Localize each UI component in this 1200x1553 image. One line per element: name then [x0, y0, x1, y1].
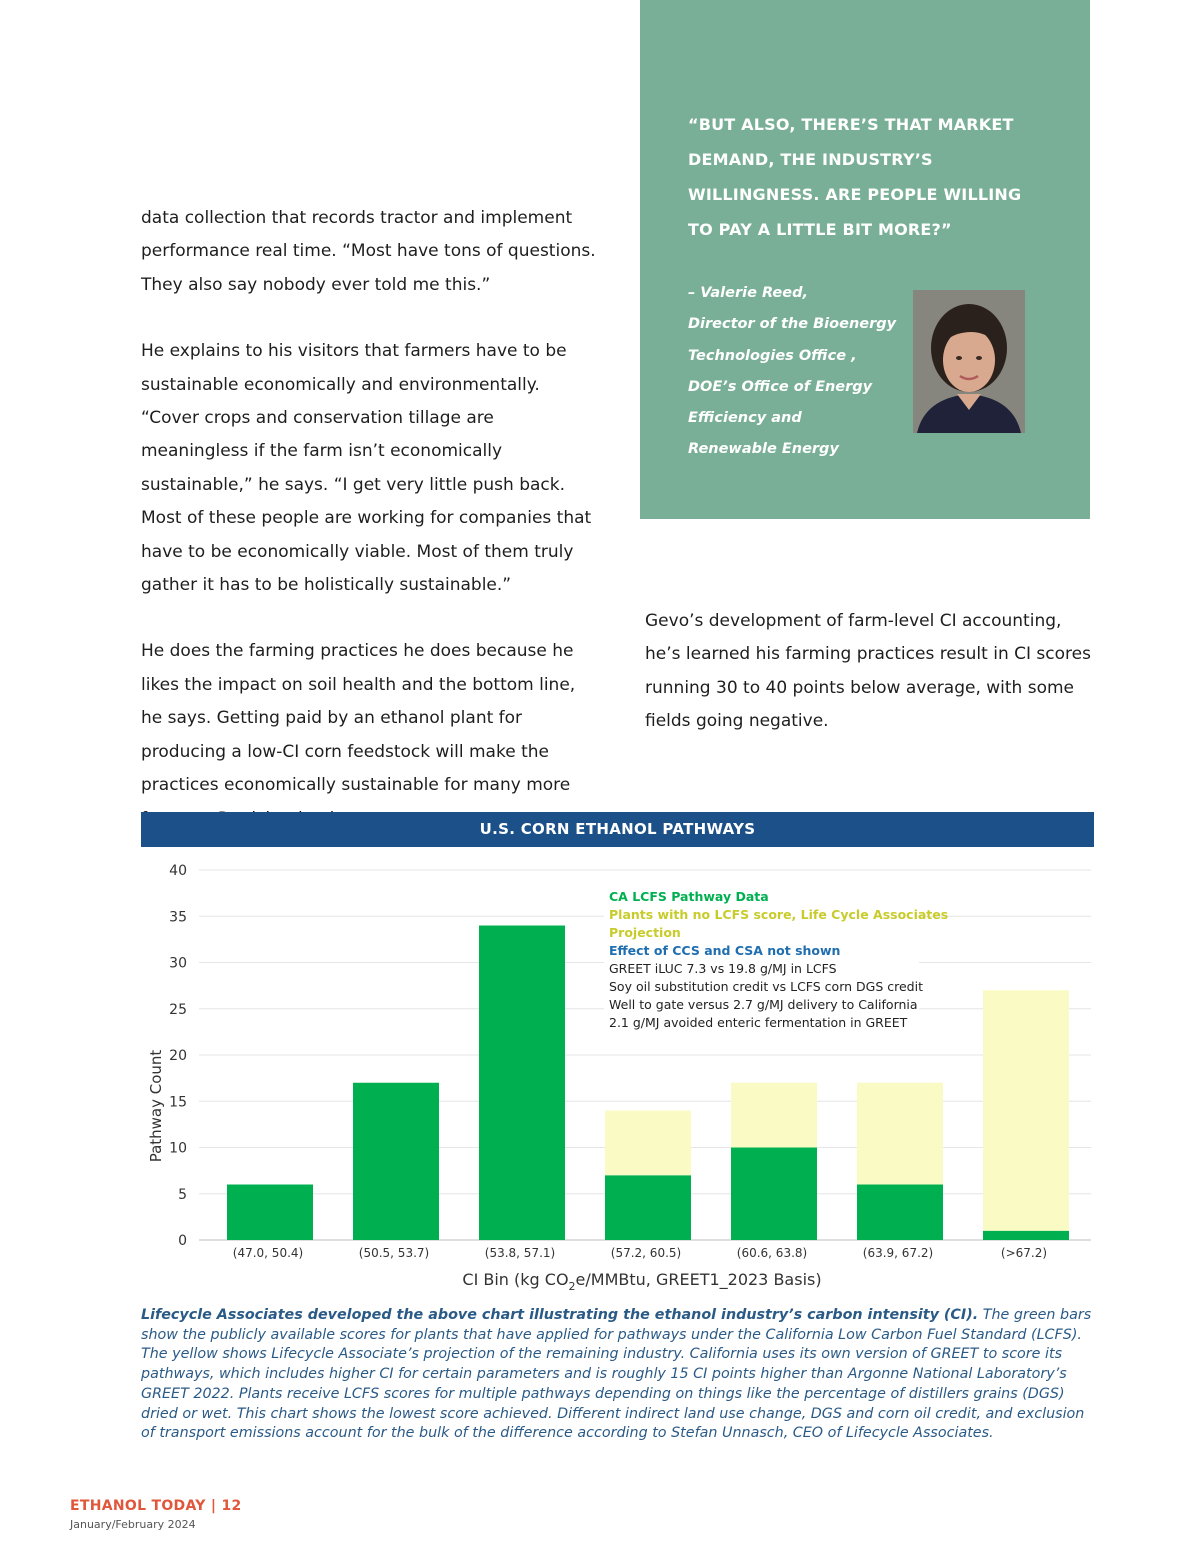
footer-issue-date: January/February 2024 — [70, 1518, 196, 1531]
left-paragraph-2: He explains to his visitors that farmers have to be sustainable economically and environmentally. “Cover crops and conservation tillage are meaningless if the farm isn’t economically sustainable,” he says. “I get very little push back. Most of these people are working for companies that have to be economically viable. Most of them truly gather it has to be holistically sustainable.” — [141, 341, 592, 596]
x-tick-label: (47.0, 50.4) — [232, 1246, 304, 1260]
attribution-line: – Valerie Reed, — [688, 285, 808, 301]
chart-caption — [141, 1306, 1099, 1444]
bar-lcfs-pathway — [479, 926, 565, 1241]
bar-projection — [983, 990, 1069, 1231]
y-tick-label: 15 — [169, 1094, 187, 1111]
quote-attribution — [688, 278, 918, 466]
y-tick-label: 20 — [169, 1048, 187, 1064]
bar-lcfs-pathway — [857, 1185, 943, 1241]
ethanol-pathways-chart — [141, 850, 1096, 1295]
annotation-line: CA LCFS Pathway Data — [609, 889, 769, 904]
x-label-subscript: 2 — [568, 1280, 576, 1293]
annotation-line: Well to gate versus 2.7 g/MJ delivery to California — [609, 997, 918, 1012]
bar-projection — [605, 1111, 691, 1176]
attribution-line: Director of the Bioenergy — [688, 316, 897, 333]
pull-quote-box — [640, 0, 1090, 519]
x-tick-label: (53.8, 57.1) — [484, 1246, 556, 1260]
annotation-line: 2.1 g/MJ avoided enteric fermentation in GREET — [609, 1015, 908, 1030]
x-axis-label — [462, 1270, 821, 1293]
x-label-part: e/MMBtu, GREET1_2023 Basis) — [575, 1270, 822, 1289]
bar-lcfs-pathway — [731, 1148, 817, 1241]
chart-annotations — [604, 884, 948, 1034]
y-tick-label: 25 — [169, 1001, 187, 1018]
portrait-illustration — [913, 290, 1025, 433]
bar-lcfs-pathway — [353, 1083, 439, 1240]
attribution-line: DOE’s Office of Energy — [688, 378, 873, 395]
attribution-line: Technologies Office , — [688, 347, 857, 364]
bar-projection — [731, 1083, 817, 1148]
pull-quote-text: “BUT ALSO, THERE’S THAT MARKET DEMAND, THE INDUSTRY’S WILLINGNESS. ARE PEOPLE WILLING TO PAY A LITTLE BIT MORE?” — [688, 115, 1022, 239]
y-tick-label: 40 — [169, 863, 187, 879]
bar-lcfs-pathway — [227, 1185, 313, 1241]
y-tick-label: 30 — [169, 955, 187, 972]
y-tick-label: 10 — [169, 1140, 187, 1157]
annotation-line: Soy oil substitution credit vs LCFS corn DGS credit — [609, 979, 923, 994]
footer-magazine-page: ETHANOL TODAY | 12 — [70, 1498, 242, 1514]
annotation-line: Projection — [609, 925, 681, 940]
bar-projection — [857, 1083, 943, 1185]
bar-lcfs-pathway — [983, 1231, 1069, 1240]
annotation-line: Plants with no LCFS score, Life Cycle Associates — [609, 907, 949, 922]
y-tick-label: 0 — [178, 1233, 187, 1249]
x-tick-label: (57.2, 60.5) — [610, 1246, 682, 1260]
x-label-part: CI Bin (kg CO — [462, 1270, 569, 1289]
y-axis-ticks — [169, 863, 187, 1249]
bar-lcfs-pathway — [605, 1175, 691, 1240]
x-tick-label: (63.9, 67.2) — [862, 1246, 934, 1260]
left-paragraph-3: He does the farming practices he does because he likes the impact on soil health and the bottom line, he says. Getting paid by an ethanol plant for producing a low-CI corn feedstock will make the practices economically sustainable for many more — [141, 641, 576, 796]
x-tick-label: (50.5, 53.7) — [358, 1246, 430, 1260]
x-axis-ticks — [233, 1246, 1047, 1260]
annotation-line: GREET iLUC 7.3 vs 19.8 g/MJ in LCFS — [609, 961, 837, 976]
right-column-text — [645, 605, 1095, 772]
caption-lead: Lifecycle Associates developed the above chart illustrating the ethanol industry’s carbon intensity (CI). — [141, 1307, 979, 1323]
annotation-line: Effect of CCS and CSA not shown — [609, 943, 841, 958]
chart-banner-title: U.S. CORN ETHANOL PATHWAYS — [141, 812, 1094, 847]
attribution-line: Efficiency and — [688, 410, 802, 427]
caption-body: The green bars show the publicly available scores for plants that have applied for pathways under the California Low Carbon Fuel Standard (LCFS). The yellow shows Lifecycle Associate’s projection of the remaining industry. California uses its own version of GREET to score its pathways, which includes higher CI for certain parameters and is roughly 15 CI points higher than Argonne National Laboratory’s GREET 2022. Plants receive LCFS scores for multiple pathways depending on things like the percentage of distillers grains (DGS) dried or wet. This chart shows the lowest score achieved. Different indirect land use change, DGS and corn oil credit, and exclusion of transport emissions account for the bulk of the difference according to Stefan Unnasch, CEO of Lifecycle Associates. — [141, 1307, 1092, 1442]
attribution-line: Renewable Energy — [688, 441, 839, 458]
y-tick-label: 5 — [178, 1186, 187, 1203]
left-paragraph-1: data collection that records tractor and implement performance real time. “Most have tons of questions. They also say nobody ever told me this.” — [141, 208, 596, 295]
x-tick-label: (>67.2) — [1000, 1246, 1048, 1260]
x-tick-label: (60.6, 63.8) — [736, 1246, 808, 1260]
y-axis-label: Pathway Count — [147, 1049, 165, 1163]
left-column-text — [141, 202, 601, 869]
portrait-photo — [913, 290, 1025, 433]
right-paragraph: Gevo’s development of farm-level CI accounting, he’s learned his farming practices result in CI scores running 30 to 40 points below average, with some fields going negative. — [645, 611, 1091, 732]
y-tick-label: 35 — [169, 909, 187, 926]
